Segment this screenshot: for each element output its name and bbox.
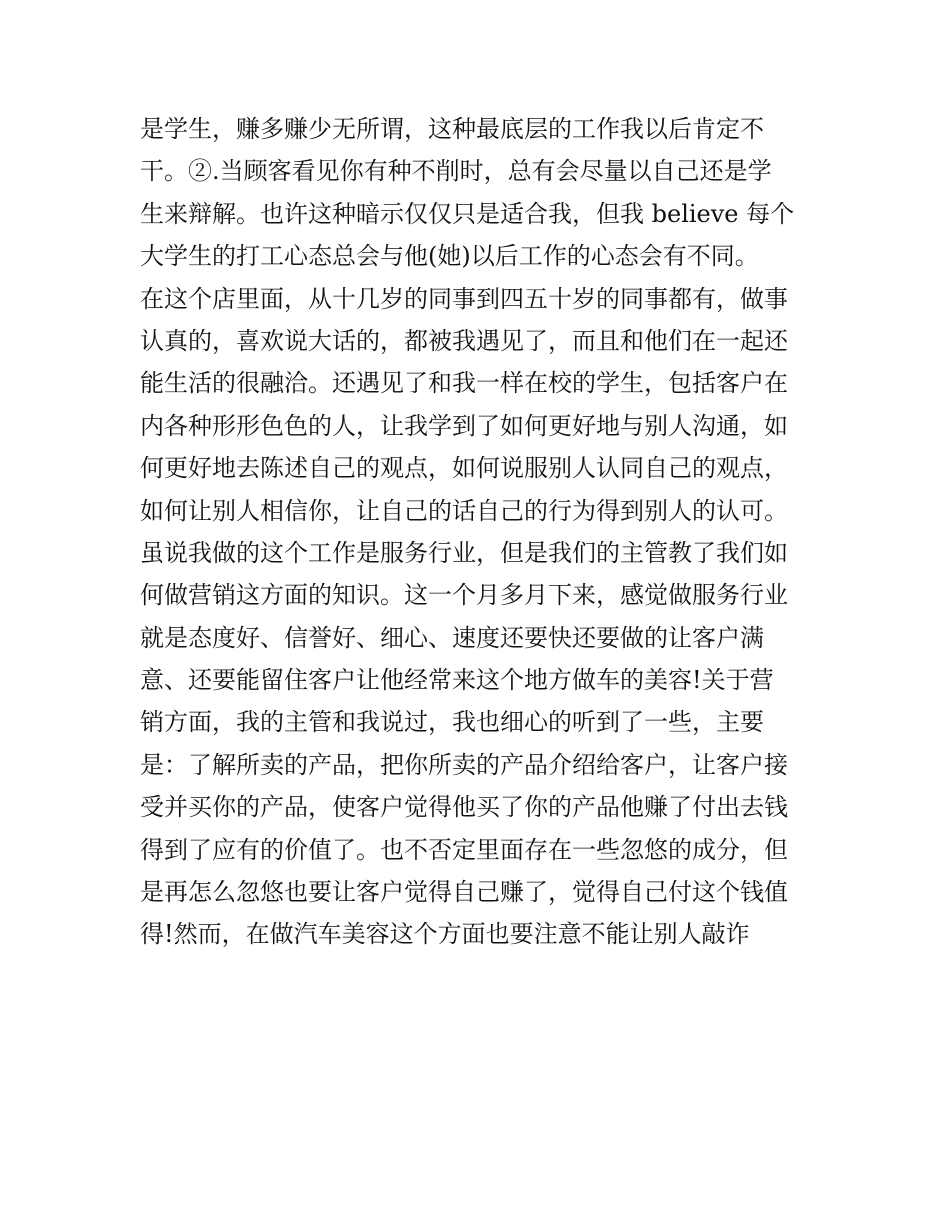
text-line: 得到了应有的价值了。也不否定里面存在一些忽悠的成分，但 <box>140 835 788 864</box>
text-line: 就是态度好、信誉好、细心、速度还要快还要做的让客户满 <box>140 623 764 652</box>
text-line: 何做营销这方面的知识。这一个月多月下来，感觉做服务行业 <box>140 581 788 610</box>
text-line: 得!然而，在做汽车美容这个方面也要注意不能让别人敲诈 <box>140 920 750 949</box>
text-line: 是再怎么忽悠也要让客户觉得自己赚了，觉得自己付这个钱值 <box>140 878 788 907</box>
text-line: 销方面，我的主管和我说过，我也细心的听到了一些，主要 <box>140 708 764 737</box>
text-line: 干。②.当顾客看见你有种不削时，总有会尽量以自己还是学 <box>140 157 772 186</box>
text-line: 何更好地去陈述自己的观点，如何说服别人认同自己的观点， <box>140 454 788 483</box>
text-line: 在这个店里面，从十几岁的同事到四五十岁的同事都有，做事 <box>140 284 788 313</box>
text-line: 认真的，喜欢说大话的，都被我遇见了，而且和他们在一起还 <box>140 326 788 355</box>
text-line: 大学生的打工心态总会与他(她)以后工作的心态会有不同。 <box>140 242 759 271</box>
text-line: 是学生，赚多赚少无所谓，这种最底层的工作我以后肯定不 <box>140 115 764 143</box>
text-line: 受并买你的产品，使客户觉得他买了你的产品他赚了付出去钱 <box>140 793 788 822</box>
text-line: 意、还要能留住客户让他经常来这个地方做车的美容!关于营 <box>140 666 774 695</box>
text-line: 虽说我做的这个工作是服务行业，但是我们的主管教了我们如 <box>140 538 788 567</box>
text-line: 是：了解所卖的产品，把你所卖的产品介绍给客户，让客户接 <box>140 750 788 779</box>
text-line: 能生活的很融洽。还遇见了和我一样在校的学生，包括客户在 <box>140 369 788 398</box>
text-line: 生来辩解。也许这种暗示仅仅只是适合我，但我 believe 每个 <box>140 199 795 228</box>
text-line: 如何让别人相信你，让自己的话自己的行为得到别人的认可。 <box>140 496 788 525</box>
text-line: 内各种形形色色的人，让我学到了如何更好地与别人沟通，如 <box>140 411 788 440</box>
body-text <box>140 108 820 956</box>
